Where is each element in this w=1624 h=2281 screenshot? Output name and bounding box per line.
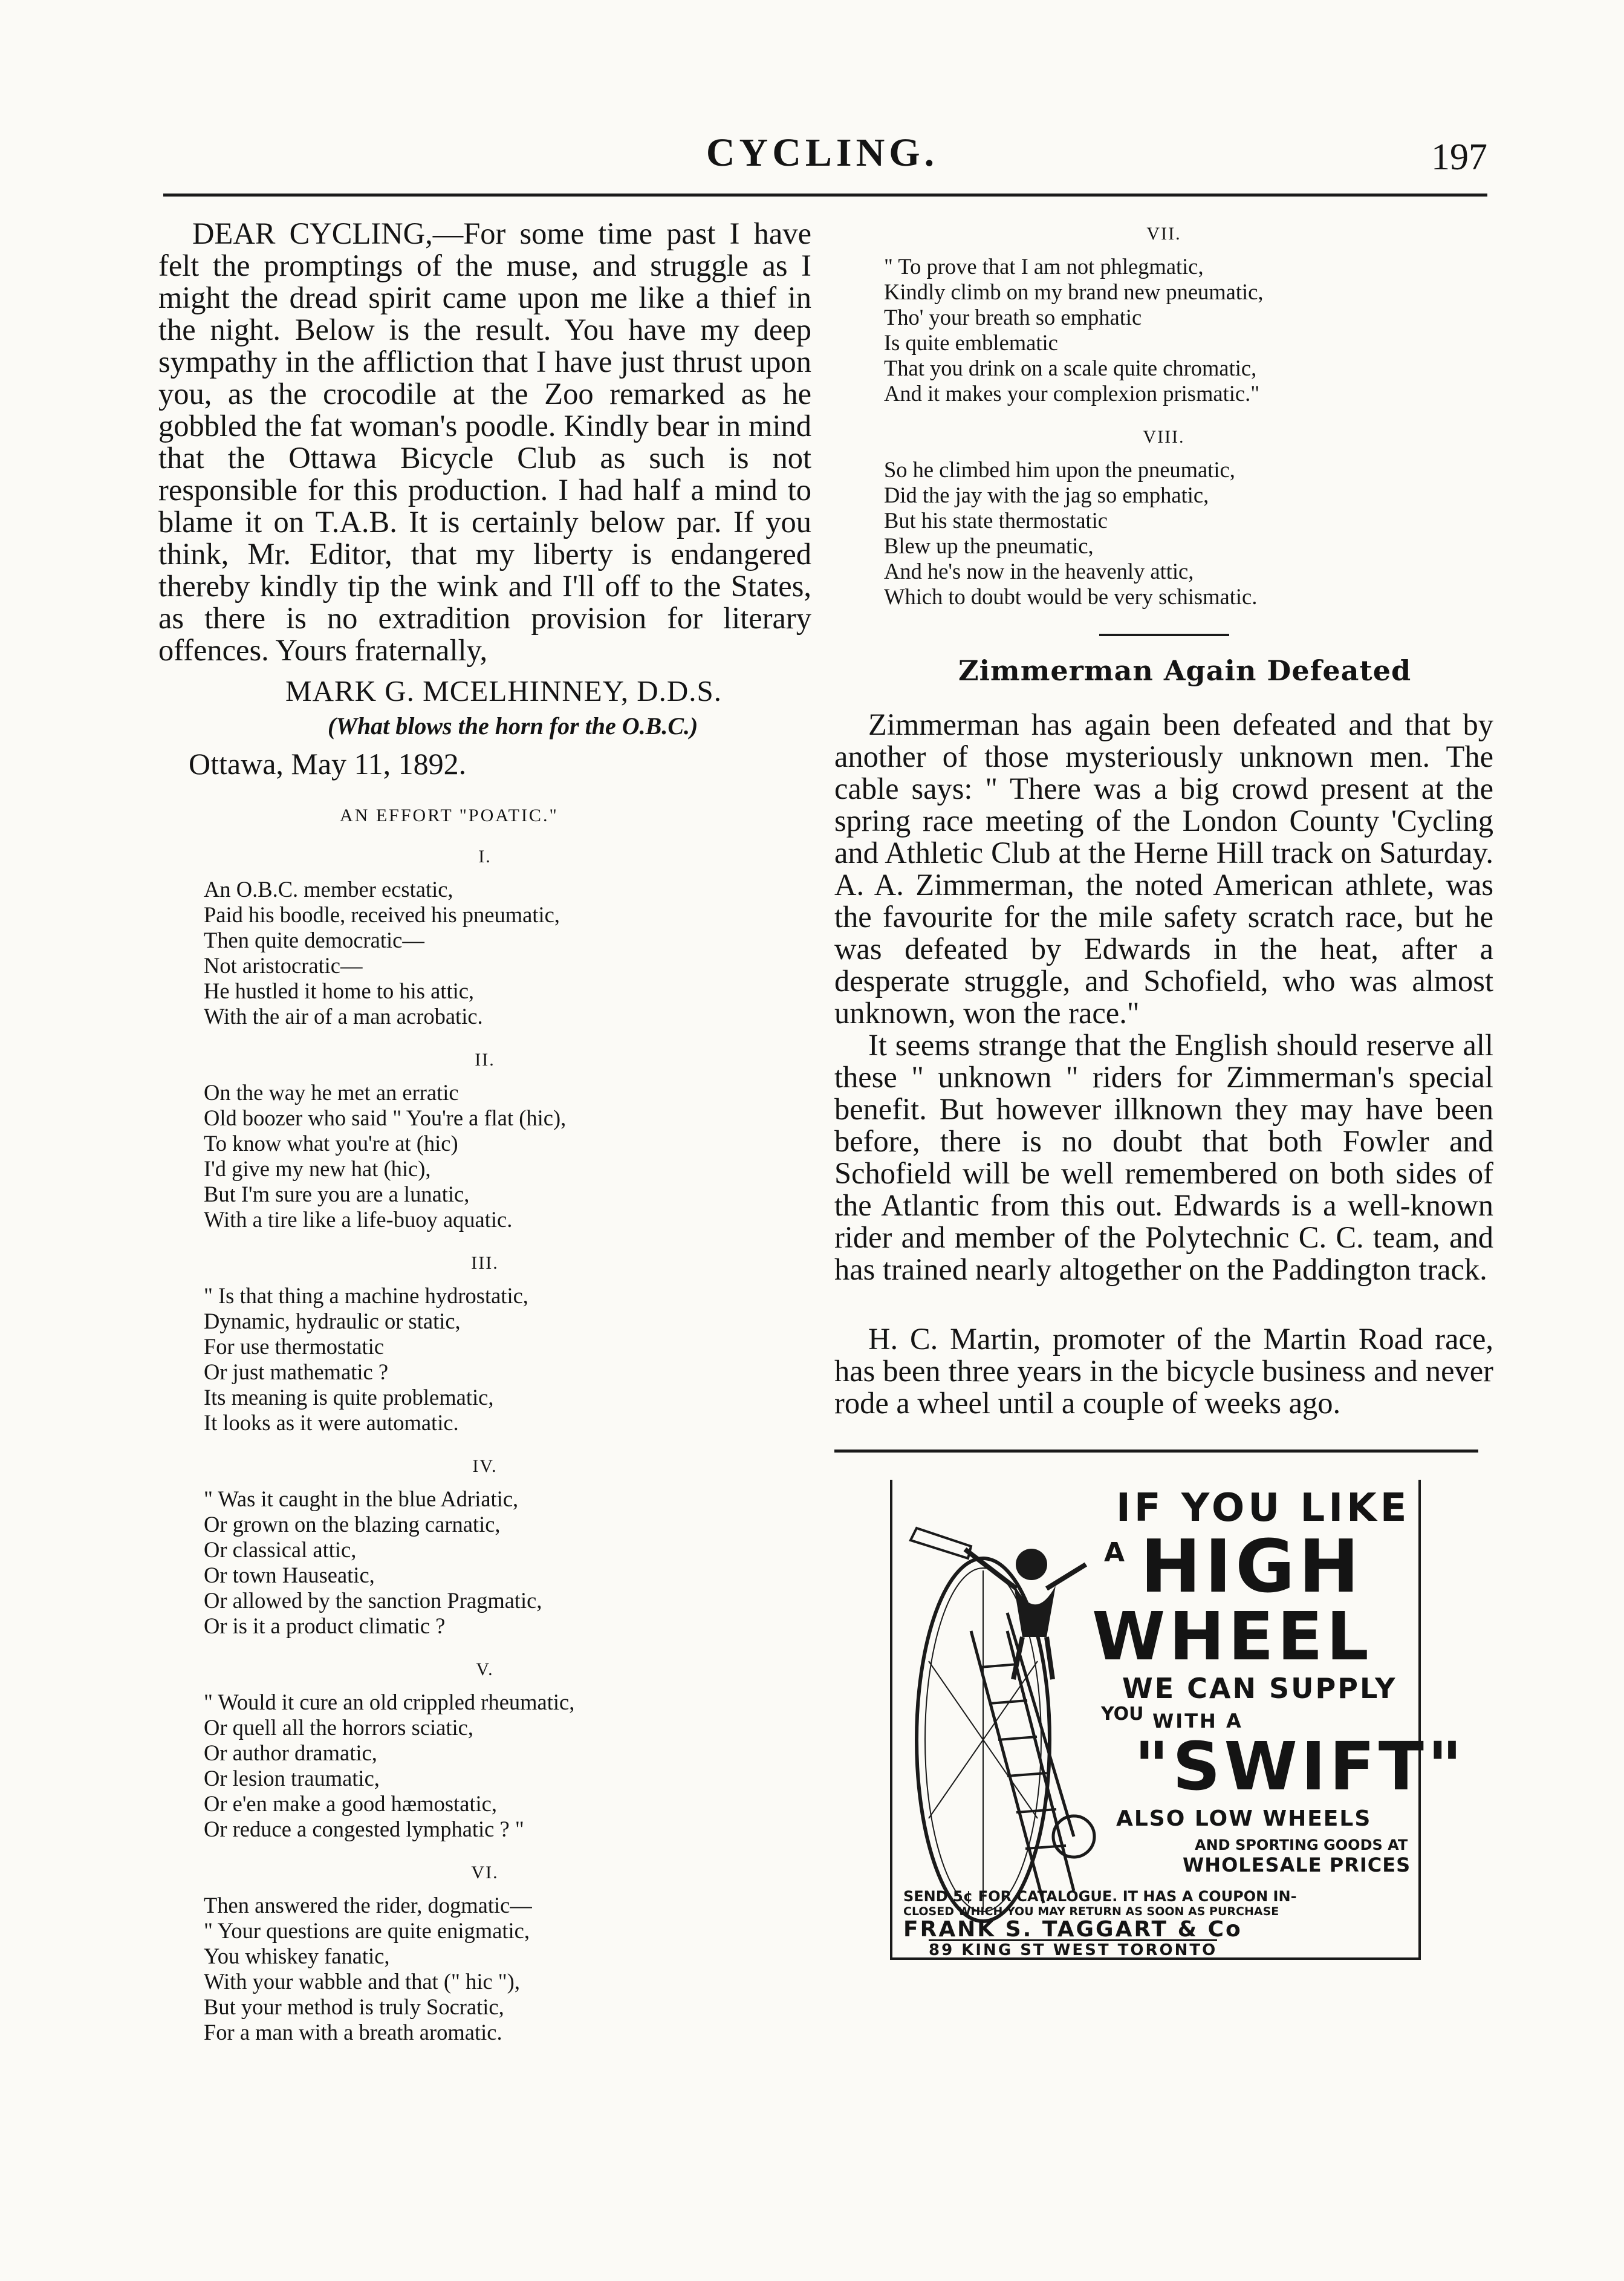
section-divider: [1099, 634, 1229, 636]
stanza-number: VIII.: [1143, 427, 1185, 447]
ad-text: WE CAN SUPPLY: [1122, 1672, 1397, 1705]
verse-line: It looks as it were automatic.: [204, 1410, 459, 1435]
verse-line: With a tire like a life-buoy aquatic.: [204, 1207, 513, 1232]
letter-paragraph: DEAR CYCLING,—For some time past I have felt the promptings of the muse, and struggle as I might the dread spirit came upon me like a thief in the night. Below is the result. You have my deep sympathy in the affliction that I have just thrust upon you, as the crocodile at the Zoo remarked as he gobbled the fat woman's poodle. Kindly bear in mind that the Ottawa Bicycle Club as such is not responsible for this production. I had half a mind to blame it on T.A.B. It is certainly below par. If you think, Mr. Editor, that my liberty is endangered thereby kindly tip the wink and I'll off to the States, as there is no extradition provision for literary offences. Yours fraternally,: [158, 216, 811, 667]
verse-line: Then answered the rider, dogmatic—: [204, 1893, 532, 1918]
advertisement-rule: [834, 1450, 1478, 1453]
ad-text: AND SPORTING GOODS AT: [1195, 1837, 1408, 1853]
stanza-number: II.: [475, 1050, 495, 1070]
stanza-number: III.: [471, 1253, 499, 1273]
verse-line: Or classical attic,: [204, 1537, 357, 1562]
stanza: [834, 224, 1493, 406]
header-rule: [163, 194, 1487, 197]
stanza: [158, 1253, 811, 1436]
ad-headline: WHEEL: [1092, 1598, 1372, 1675]
stanza: [158, 847, 811, 1029]
letter-dateline: Ottawa, May 11, 1892.: [189, 747, 467, 781]
verse-line: Or reduce a congested lymphatic ? ": [204, 1817, 524, 1841]
verse-line: With your wabble and that (" hic "),: [204, 1969, 520, 1994]
ad-headline: HIGH: [1140, 1525, 1363, 1609]
ad-text: ALSO LOW WHEELS: [1116, 1806, 1372, 1831]
news-note: H. C. Martin, promoter of the Martin Road race, has been three years in the bicycle business and never rode a wheel until a couple of weeks ago.: [834, 1322, 1493, 1420]
verse-line: But I'm sure you are a lunatic,: [204, 1182, 470, 1206]
verse-line: " To prove that I am not phlegmatic,: [884, 254, 1204, 279]
ad-text: A: [1104, 1537, 1125, 1568]
ad-text: YOU: [1101, 1703, 1144, 1725]
ad-headline: IF YOU LIKE: [1116, 1486, 1411, 1531]
poem-title: AN EFFORT "POATIC.": [340, 805, 559, 825]
ad-advertiser: FRANK S. TAGGART & Co: [903, 1917, 1242, 1942]
ad-brand-name: "SWIFT": [1134, 1728, 1466, 1805]
stanza-number: VI.: [471, 1863, 499, 1882]
verse-line: But your method is truly Socratic,: [204, 1994, 504, 2019]
running-title: CYCLING.: [706, 131, 939, 175]
verse-line: To know what you're at (hic): [204, 1131, 458, 1156]
verse-line: Or town Hauseatic,: [204, 1563, 375, 1587]
article-title: Zimmerman Again Defeated: [958, 654, 1412, 687]
stanza: [834, 427, 1493, 610]
verse-line: I'd give my new hat (hic),: [204, 1156, 431, 1181]
verse-line: Or author dramatic,: [204, 1740, 377, 1765]
article-paragraph: It seems strange that the English should reserve all these " unknown " riders for Zimmerman's special benefit. But however illknown they may have been before, there is no doubt that both Fowler and Schofield will be well remembered on both sides of the Atlantic from this out. Edwards is a well-known rider and member of the Polytechnic C. C. team, and has trained nearly altogether on the Paddington track.: [834, 1028, 1493, 1286]
verse-line: Or allowed by the sanction Pragmatic,: [204, 1588, 542, 1613]
verse-line: Did the jay with the jag so emphatic,: [884, 483, 1209, 507]
stanza: [158, 1456, 811, 1639]
page-number: 197: [1431, 137, 1487, 178]
stanza: [158, 1863, 811, 2045]
verse-line: Or grown on the blazing carnatic,: [204, 1512, 501, 1537]
letter-signature: MARK G. MCELHINNEY, D.D.S.: [285, 674, 723, 708]
verse-line: " Your questions are quite enigmatic,: [204, 1918, 530, 1943]
verse-line: Or e'en make a good hæmostatic,: [204, 1791, 497, 1816]
verse-line: But his state thermostatic: [884, 508, 1108, 533]
verse-line: Old boozer who said " You're a flat (hic),: [204, 1105, 567, 1130]
ad-address: 89 KING ST WEST TORONTO: [929, 1939, 1217, 1959]
swift-bicycle-advertisement: [890, 1480, 1466, 1960]
stanza: [158, 1659, 811, 1842]
verse-line: " Would it cure an old crippled rheumatic,: [204, 1690, 575, 1714]
verse-line: That you drink on a scale quite chromatic,: [884, 356, 1257, 380]
right-column: [834, 218, 1493, 1960]
page-header: [157, 124, 1487, 190]
verse-line: And he's now in the heavenly attic,: [884, 559, 1194, 584]
verse-line: Then quite democratic—: [204, 928, 424, 952]
ad-text: WITH A: [1152, 1710, 1243, 1733]
stanza: [158, 1050, 811, 1232]
verse-line: Kindly climb on my brand new pneumatic,: [884, 279, 1264, 304]
verse-line: So he climbed him upon the pneumatic,: [884, 457, 1235, 482]
verse-line: On the way he met an erratic: [204, 1080, 459, 1105]
verse-line: Its meaning is quite problematic,: [204, 1385, 494, 1410]
verse-line: Or quell all the horrors sciatic,: [204, 1715, 473, 1740]
verse-line: Is quite emblematic: [884, 330, 1058, 355]
verse-line: For use thermostatic: [204, 1334, 385, 1359]
verse-line: You whiskey fanatic,: [204, 1944, 390, 1968]
verse-line: Or lesion traumatic,: [204, 1766, 380, 1791]
verse-line: Not aristocratic—: [204, 953, 363, 978]
verse-line: Or just mathematic ?: [204, 1359, 389, 1384]
verse-line: Paid his boodle, received his pneumatic,: [204, 902, 560, 927]
high-wheel-bicycle-illustration: [892, 1480, 1098, 1957]
signature-note: (What blows the horn for the O.B.C.): [328, 712, 698, 740]
article-paragraph: Zimmerman has again been defeated and that by another of those mysteriously unknown men. The cable says: " There was a big crowd present at the spring race meeting of the London County 'Cycling and Athletic Club at the Herne Hill track on Saturday. A. A. Zimmerman, the noted American athlete, was the favourite for the mile safety scratch race, but he was defeated by Edwards in the heat, after a desperate struggle, and Schofield, who was almost unknown, won the race.": [834, 708, 1493, 1030]
stanza-number: IV.: [472, 1456, 498, 1476]
stanza-number: V.: [476, 1659, 494, 1679]
stanza-number: VII.: [1146, 224, 1181, 244]
verse-line: He hustled it home to his attic,: [204, 978, 475, 1003]
verse-line: Blew up the pneumatic,: [884, 533, 1094, 558]
verse-line: Dynamic, hydraulic or static,: [204, 1309, 461, 1333]
verse-line: Or is it a product climatic ?: [204, 1613, 446, 1638]
verse-line: " Was it caught in the blue Adriatic,: [204, 1486, 519, 1511]
verse-line: With the air of a man acrobatic.: [204, 1004, 483, 1029]
verse-line: For a man with a breath aromatic.: [204, 2020, 502, 2045]
verse-line: Which to doubt would be very schismatic.: [884, 584, 1258, 609]
verse-line: And it makes your complexion prismatic.": [884, 381, 1260, 406]
spacer: [834, 1286, 1493, 1323]
ad-text: CLOSED WHICH YOU MAY RETURN AS SOON AS PURCHASE: [903, 1905, 1279, 1918]
verse-line: " Is that thing a machine hydrostatic,: [204, 1283, 528, 1308]
ad-text: WHOLESALE PRICES: [1183, 1853, 1411, 1876]
stanza-number: I.: [478, 847, 492, 867]
verse-line: An O.B.C. member ecstatic,: [204, 877, 453, 902]
left-column: [158, 218, 811, 2045]
verse-line: Tho' your breath so emphatic: [884, 305, 1142, 330]
ad-text: SEND 5¢ FOR CATALOGUE. IT HAS A COUPON IN-: [903, 1888, 1297, 1905]
